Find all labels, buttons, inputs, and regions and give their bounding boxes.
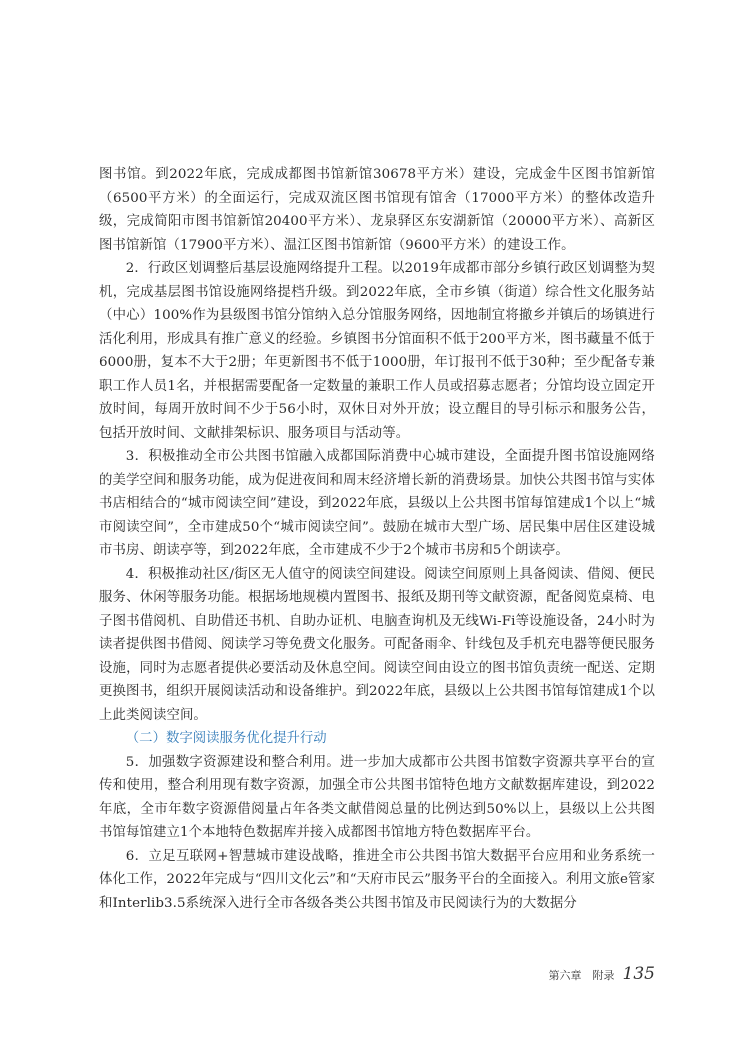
chapter-label: 第六章 附录 bbox=[548, 969, 615, 982]
page-footer bbox=[549, 964, 655, 984]
section-heading: （二）数字阅读服务优化提升行动 bbox=[125, 731, 327, 746]
paragraph-item-2: 2．行政区划调整后基层设施网络提升工程。以2019年成都市部分乡镇行政区划调整为契机，完成基层图书馆设施网络提档升级。到2022年底，全市乡镇（街道）综合性文化服务站（中心）100%作为县级图书馆分馆纳入总分馆服务网络，因地制宜将撤乡并镇后的场镇进行活化利用，形成具有推广意义的经验。乡镇图书分馆面积不低于200平方米，图书藏量不低于6000册，复本不大于2册；年更新图书不低于1000册，年订报刊不低于30种；至少配备专兼职工作人员1名，并根据需要配备一定数量的兼职工作人员或招募志愿者；分馆均设立固定开放时间，每周开放时间不少于56小时，双休日对外开放；设立醒目的导引标示和服务公告，包括开放时间、文献排架标识、服务项目与活动等。 bbox=[99, 261, 655, 441]
paragraph-item-5: 5．加强数字资源建设和整合利用。进一步加大成都市公共图书馆数字资源共享平台的宣传和使用，整合利用现有数字资源，加强全市公共图书馆特色地方文献数据库建设，到2022年底，全市年数字资源借阅量占年各类文献借阅总量的比例达到50%以上，县级以上公共图书馆每馆建立1个本地特色数据库并接入成都图书馆地方特色数据库平台。 bbox=[99, 754, 655, 840]
paragraph-continued: 图书馆。到2022年底，完成成都图书馆新馆30678平方米）建设，完成金牛区图书馆新馆（6500平方米）的全面运行，完成双流区图书馆现有馆舍（17000平方米）的整体改造升级，完成简阳市图书馆新馆20400平方米）、龙泉驿区东安湖新馆（20000平方米）、高新区图书馆新馆（17900平方米）、温江区图书馆新馆（9600平方米）的建设工作。 bbox=[99, 167, 655, 253]
paragraph-item-3: 3．积极推动全市公共图书馆融入成都国际消费中心城市建设，全面提升图书馆设施网络的美学空间和服务功能，成为促进夜间和周末经济增长新的消费场景。加快公共图书馆与实体书店相结合的“城市阅读空间”建设，到2022年底，县级以上公共图书馆每馆建成1个以上“城市阅读空间”，全市建成50个“城市阅读空间”。鼓励在城市大型广场、居民集中居住区建设城市书房、朗读亭等，到2022年底，全市建成不少于2个城市书房和5个朗读亭。 bbox=[99, 449, 655, 558]
page-number: 135 bbox=[622, 964, 655, 984]
paragraph-item-6: 6．立足互联网+智慧城市建设战略，推进全市公共图书馆大数据平台应用和业务系统一体化工作，2022年完成与“四川文化云”和“天府市民云”服务平台的全面接入。利用文旅e管家和Interlib3.5系统深入进行全市各级各类公共图书馆及市民阅读行为的大数据分 bbox=[99, 848, 655, 911]
paragraph-item-4: 4．积极推动社区/街区无人值守的阅读空间建设。阅读空间原则上具备阅读、借阅、便民服务、休闲等服务功能。根据场地规模内置图书、报纸及期刊等文献资源，配备阅览桌椅、电子图书借阅机、自助借还书机、自助办证机、电脑查询机及无线Wi-Fi等设施设备，24小时为读者提供图书借阅、阅读学习等免费文化服务。可配备雨伞、针线包及手机充电器等便民服务设施，同时为志愿者提供必要活动及休息空间。阅读空间由设立的图书馆负责统一配送、定期更换图书，组织开展阅读活动和设备维护。到2022年底，县级以上公共图书馆每馆建成1个以上此类阅读空间。 bbox=[99, 566, 655, 723]
page-body bbox=[99, 163, 655, 915]
